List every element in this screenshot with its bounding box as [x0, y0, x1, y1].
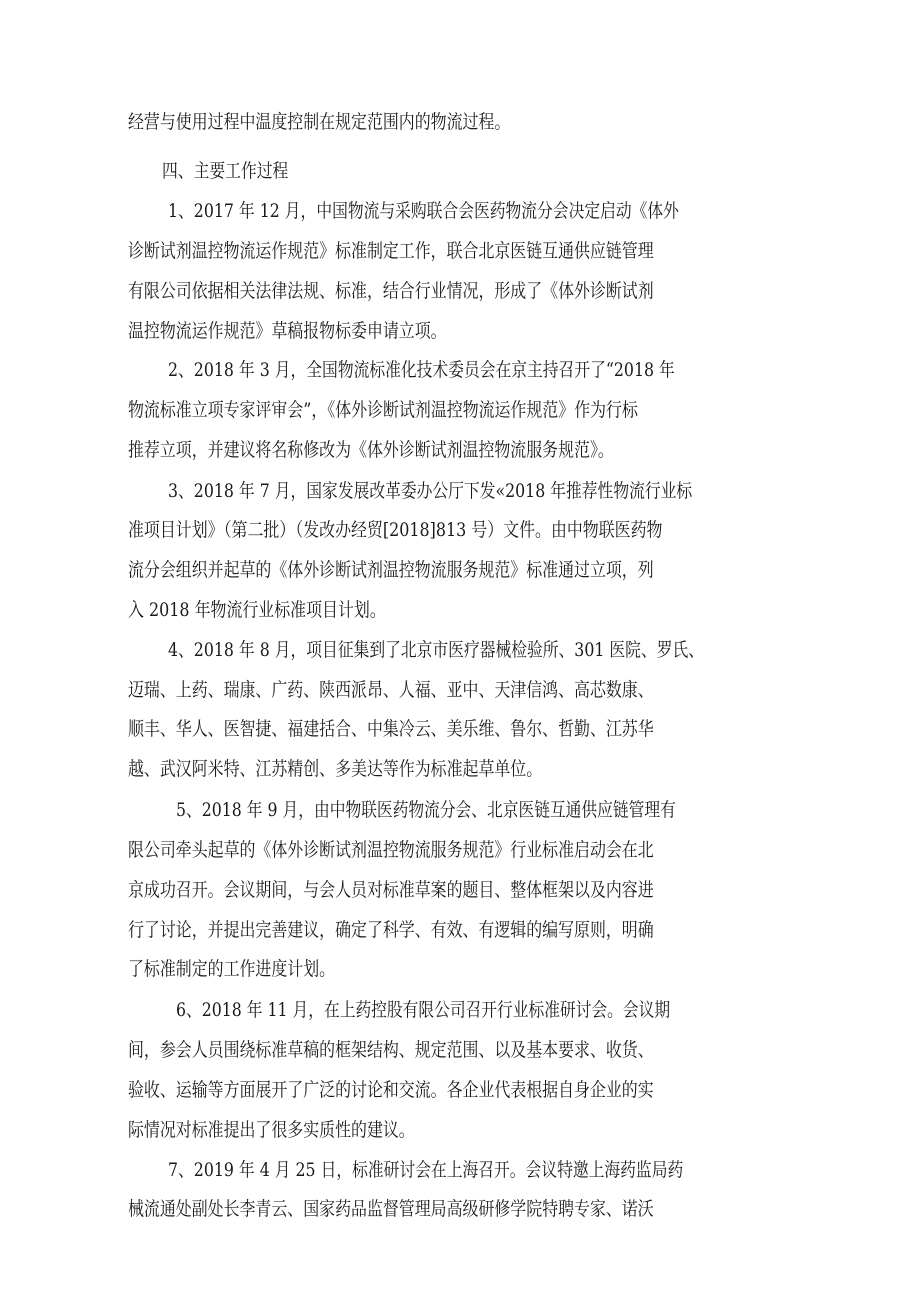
text: 入 2018 年物流行业标准项目计划。: [128, 599, 386, 621]
text-line: [0, 751, 920, 787]
text: 行了讨论，并提出完善建议，确定了科学、有效、有逻辑的编写原则，明确: [128, 919, 654, 941]
text-line: [0, 951, 920, 987]
text: 流分会组织并起草的《体外诊断试剂温控物流服务规范》标准通过立项，列: [128, 559, 654, 581]
heading-text: 四、主要工作过程: [162, 160, 289, 182]
text-line: [0, 792, 920, 828]
text: 际情况对标准提出了很多实质性的建议。: [128, 1119, 415, 1141]
text-line: [0, 1032, 920, 1068]
text: 顺丰、华人、医智捷、福建括合、中集冷云、美乐维、鲁尔、哲勤、江苏华: [128, 718, 654, 740]
text-line: [0, 193, 920, 229]
text: 3、2018 年 7 月，国家发展改革委办公厅下发«2018 年推荐性物流行业标: [168, 480, 693, 502]
text: 限公司牵头起草的《体外诊断试剂温控物流服务规范》行业标准启动会在北: [128, 839, 654, 861]
text-line: [0, 672, 920, 708]
text: 1、2017 年 12 月，中国物流与采购联合会医药物流分会决定启动《体外: [168, 200, 679, 222]
text: 推荐立项，并建议将名称修改为《体外诊断试剂温控物流服务规范》。: [128, 439, 614, 461]
text-line: [0, 512, 920, 548]
text: 越、武汉阿米特、江苏精创、多美达等作为标准起草单位。: [128, 758, 543, 780]
text-line: [0, 912, 920, 948]
text-line: [0, 392, 920, 428]
text: 间，参会人员围绕标准草稿的框架结构、规定范围、以及基本要求、收货、: [128, 1039, 654, 1061]
text-line: [0, 1191, 920, 1227]
text: 诊断试剂温控物流运作规范》标准制定工作，联合北京医链互通供应链管理: [128, 240, 654, 262]
text-line: [0, 552, 920, 588]
text-line: [0, 1072, 920, 1108]
text-line: [0, 104, 920, 140]
text-line: [0, 273, 920, 309]
text: 验收、运输等方面展开了广泛的讨论和交流。各企业代表根据自身企业的实: [128, 1079, 654, 1101]
text-line: [0, 832, 920, 868]
text-line: [0, 872, 920, 908]
text-line: [0, 233, 920, 269]
text: 物流标准立项专家评审会”，《体外诊断试剂温控物流运作规范》作为行标: [128, 399, 638, 421]
text: 5、2018 年 9 月，由中物联医药物流分会、北京医链互通供应链管理有: [176, 799, 676, 821]
text: 7、2019 年 4 月 25 日，标准研讨会在上海召开。会议特邀上海药监局药: [168, 1159, 684, 1181]
text-line: [0, 711, 920, 747]
text: 准项目计划》（第二批）（发改办经贸[2018]813 号）文件。由中物联医药物: [128, 519, 663, 541]
text-line: [0, 352, 920, 388]
text: 械流通处副处长李青云、国家药品监督管理局高级研修学院特聘专家、诺沃: [128, 1198, 654, 1220]
text: 4、2018 年 8 月，项目征集到了北京市医疗器械检验所、301 医院、罗氏、: [168, 639, 705, 661]
text-line: [0, 473, 920, 509]
text: 经营与使用过程中温度控制在规定范围内的物流过程。: [128, 111, 511, 133]
text: 温控物流运作规范》草稿报物标委申请立项。: [128, 320, 447, 342]
text-line: [0, 592, 920, 628]
text: 了标准制定的工作进度计划。: [128, 958, 336, 980]
text-line: [0, 313, 920, 349]
text: 京成功召开。会议期间，与会人员对标准草案的题目、整体框架以及内容进: [128, 879, 654, 901]
text-line: [0, 432, 920, 468]
text-line: [0, 1152, 920, 1188]
text-line: [0, 632, 920, 668]
section-heading: [0, 153, 920, 189]
text-line: [0, 992, 920, 1028]
text: 2、2018 年 3 月，全国物流标准化技术委员会在京主持召开了“2018 年: [168, 359, 675, 381]
text: 迈瑞、上药、瑞康、广药、陕西派昂、人福、亚中、天津信鸿、高芯数康、: [128, 679, 654, 701]
text: 6、2018 年 11 月，在上药控股有限公司召开行业标准研讨会。会议期: [176, 999, 671, 1021]
text-line: [0, 1112, 920, 1148]
text: 有限公司依据相关法律法规、标准，结合行业情况，形成了《体外诊断试剂: [128, 280, 654, 302]
